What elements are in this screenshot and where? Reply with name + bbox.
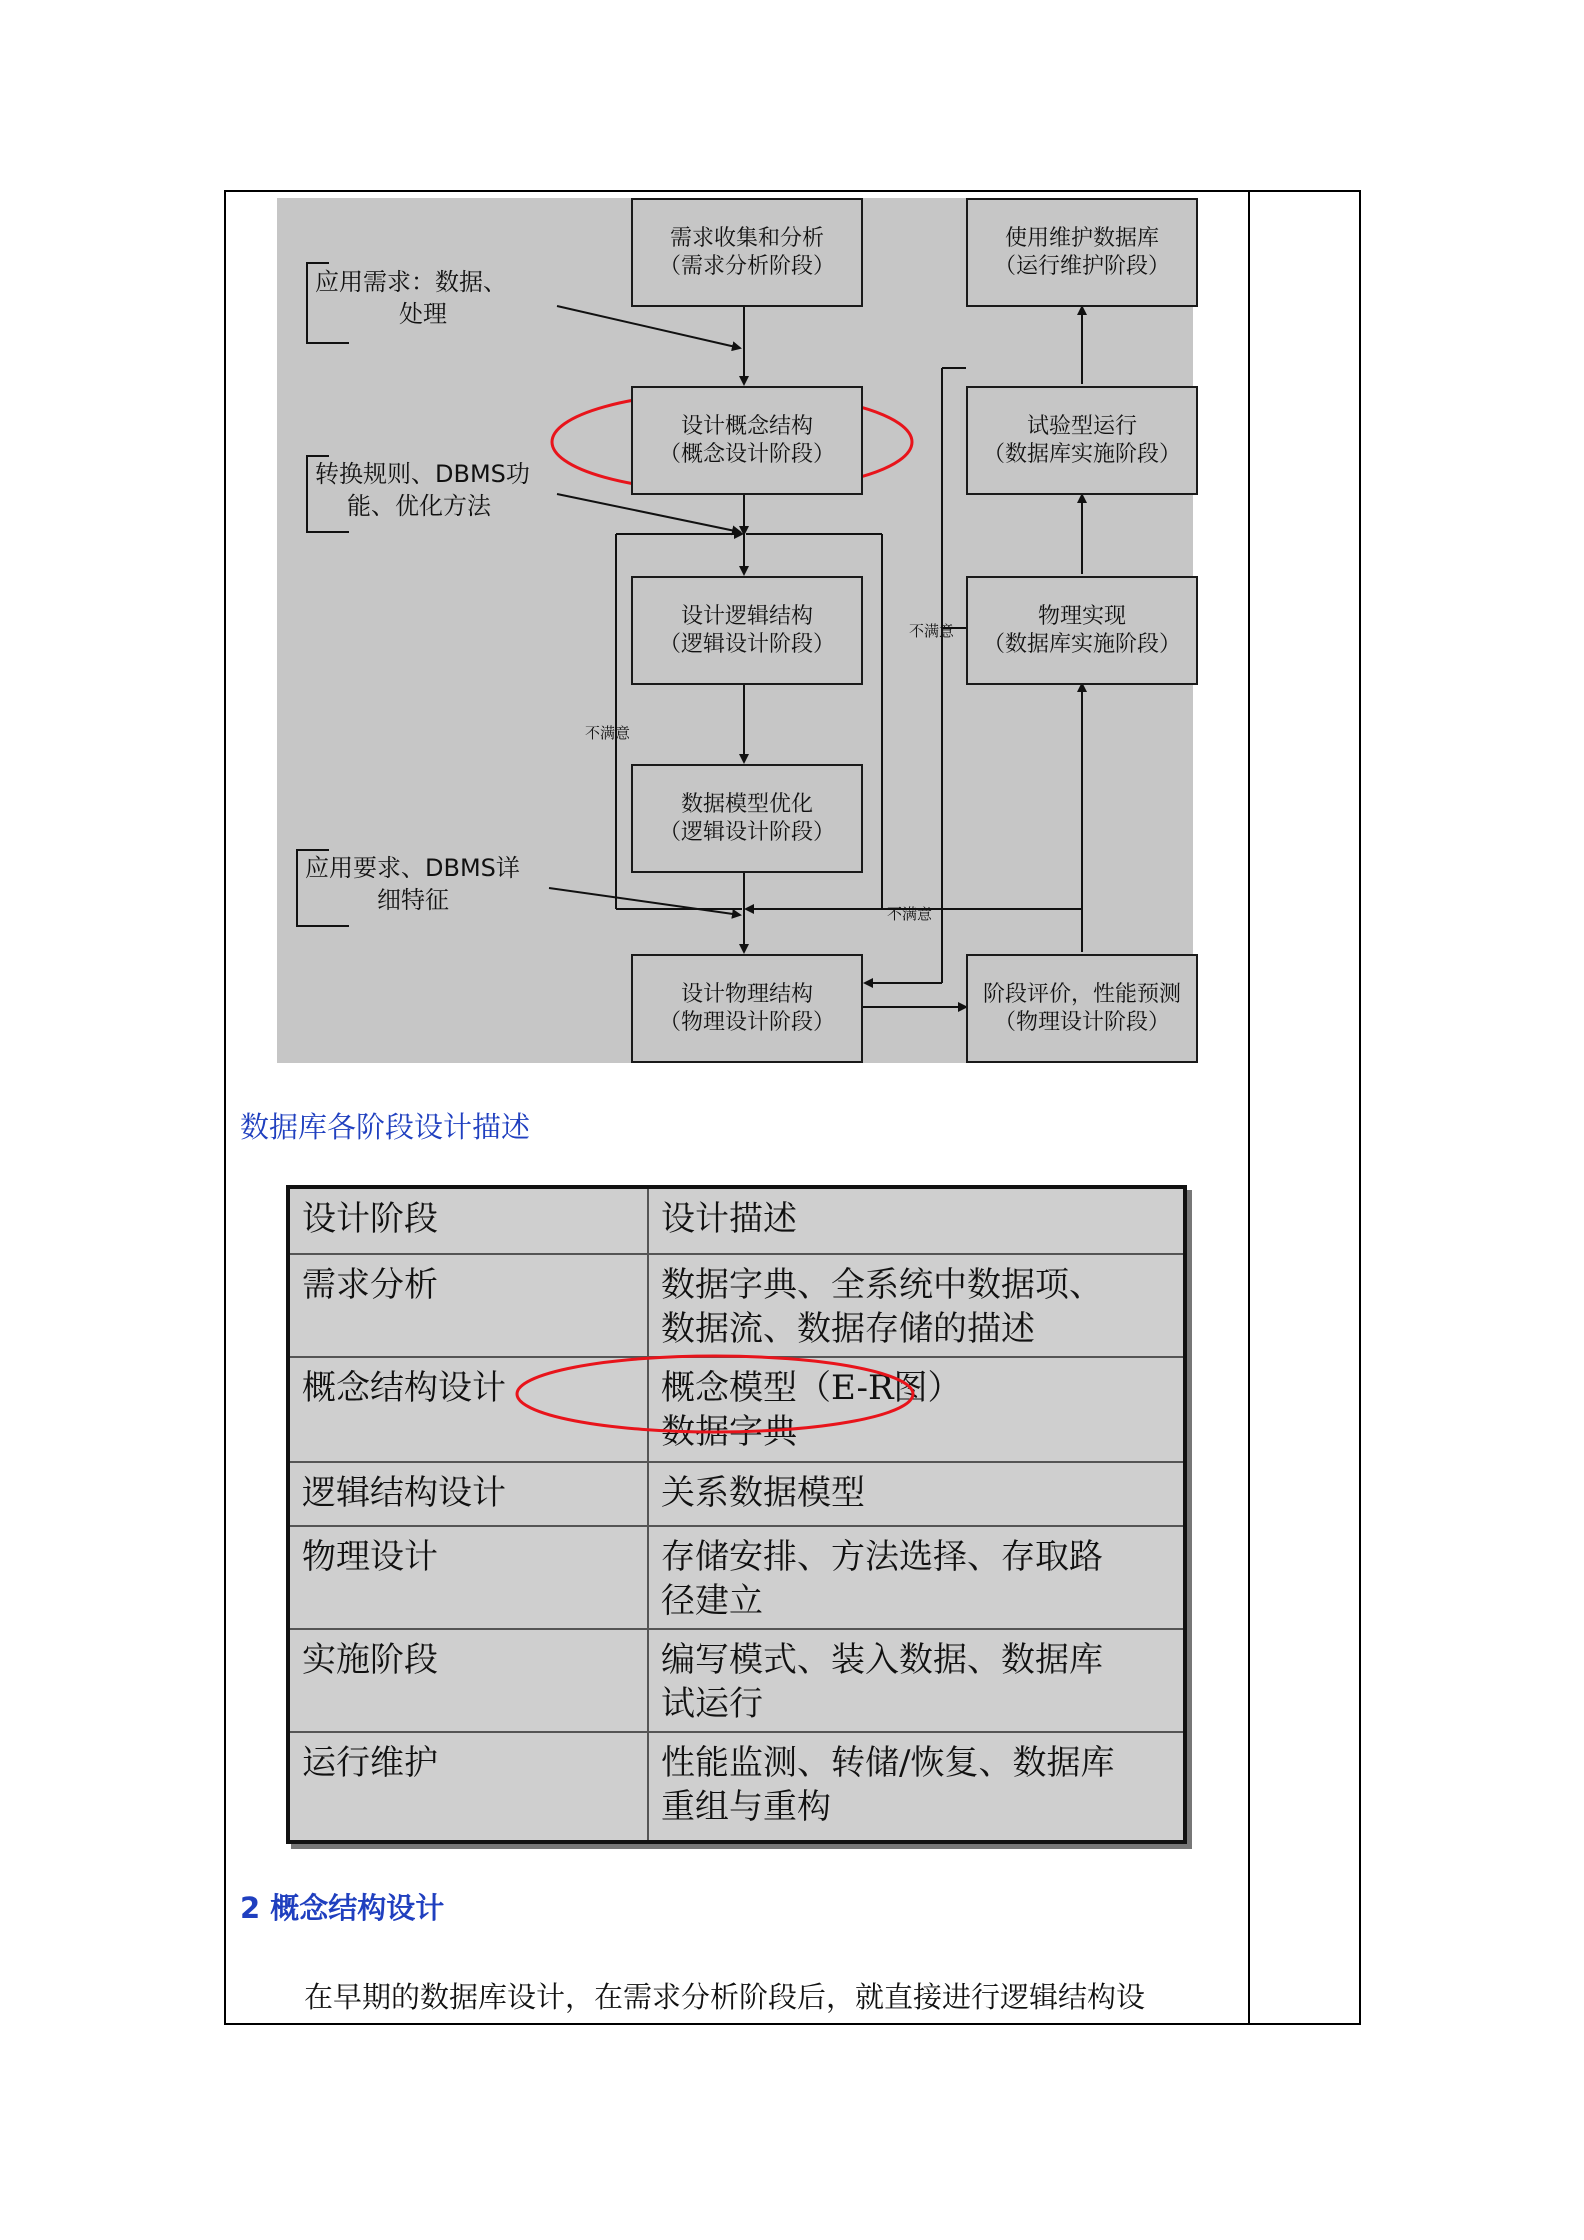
- row-stage: 实施阶段: [302, 1640, 438, 1680]
- row-stage: 概念结构设计: [302, 1368, 506, 1408]
- figure-caption: 数据库各阶段设计描述: [240, 1110, 531, 1144]
- box-physical-design: 设计物理结构 （物理设计阶段）: [631, 954, 863, 1063]
- note-app-requirements-1: 应用需求：数据、: [315, 268, 507, 296]
- note-app-requirements-2: 处理: [399, 300, 447, 328]
- box-model-optimize: 数据模型优化 （逻辑设计阶段）: [631, 764, 863, 873]
- header-stage: 设计阶段: [302, 1199, 438, 1239]
- section-heading: 2 概念结构设计: [240, 1891, 445, 1925]
- box-conceptual-design: 设计概念结构 （概念设计阶段）: [631, 386, 863, 495]
- header-description: 设计描述: [661, 1199, 797, 1239]
- row-stage: 需求分析: [302, 1265, 438, 1305]
- row-description: 关系数据模型: [661, 1473, 865, 1513]
- design-stage-table: [286, 1185, 1187, 1844]
- frame-column-divider: [1248, 190, 1250, 2025]
- note-dbms-details-2: 细特征: [377, 886, 449, 914]
- row-description: 概念模型（E-R图） 数据字典: [661, 1368, 962, 1452]
- row-description: 数据字典、全系统中数据项、 数据流、数据存储的描述: [661, 1265, 1103, 1349]
- note-dbms-details-1: 应用要求、DBMS详: [305, 854, 520, 882]
- label-not-satisfied-bottom: 不满意: [887, 905, 933, 923]
- row-description: 存储安排、方法选择、存取路 径建立: [661, 1537, 1103, 1621]
- row-stage: 运行维护: [302, 1743, 438, 1783]
- highlight-ellipse: [517, 1356, 913, 1432]
- body-paragraph: 在早期的数据库设计，在需求分析阶段后，就直接进行逻辑结构设: [304, 1980, 1146, 2014]
- label-not-satisfied-left: 不满意: [585, 724, 631, 742]
- box-maintain-database: 使用维护数据库 （运行维护阶段）: [966, 198, 1198, 307]
- label-not-satisfied-right: 不满意: [909, 622, 955, 640]
- table-highlight-overlay: [290, 1189, 1191, 1848]
- row-description: 性能监测、转储/恢复、数据库 重组与重构: [661, 1743, 1115, 1827]
- box-evaluate-predict: 阶段评价，性能预测 （物理设计阶段）: [966, 954, 1198, 1063]
- design-flowchart: [277, 198, 1193, 1063]
- box-requirement-analysis: 需求收集和分析 （需求分析阶段）: [631, 198, 863, 307]
- box-physical-implementation: 物理实现 （数据库实施阶段）: [966, 576, 1198, 685]
- row-stage: 逻辑结构设计: [302, 1473, 506, 1513]
- row-stage: 物理设计: [302, 1537, 438, 1577]
- note-conversion-rules-2: 能、优化方法: [347, 492, 491, 520]
- box-trial-run: 试验型运行 （数据库实施阶段）: [966, 386, 1198, 495]
- note-conversion-rules-1: 转换规则、DBMS功: [315, 460, 530, 488]
- box-logical-design: 设计逻辑结构 （逻辑设计阶段）: [631, 576, 863, 685]
- row-description: 编写模式、装入数据、数据库 试运行: [661, 1640, 1103, 1724]
